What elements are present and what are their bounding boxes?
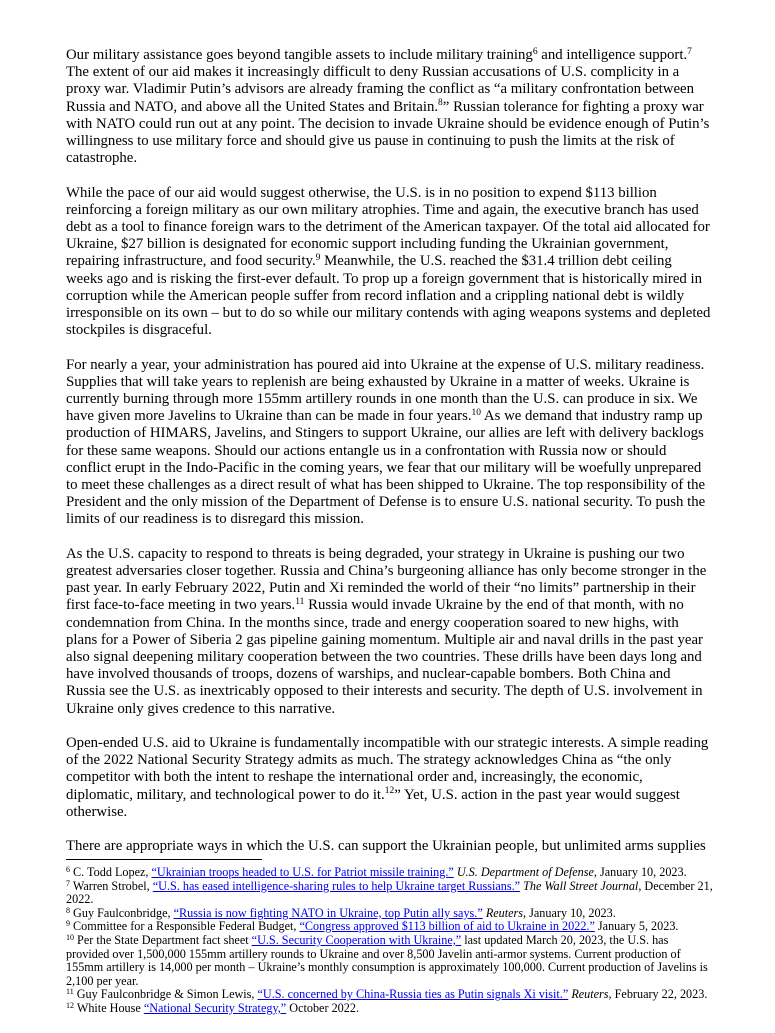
letter-body	[66, 47, 712, 855]
text-run: January 5, 2023.	[594, 919, 679, 934]
footnote-link[interactable]: “Russia is now fighting NATO in Ukraine, top Putin ally says.”	[173, 905, 483, 920]
text-run: As we demand that industry ramp up production of HIMARS, Javelins, and Stingers to support Ukraine, our allies are left with delivery backlogs for these same weapons. Should our actions entangle us in a confrontation with Russia now or should conflict erupt in the Indo-Pacific in the coming years, we fear that our military will be woefully unprepared to meet these challenges as a direct result of what has been shipped to Ukraine. The top responsibility of the President and the only mission of the Department of Defense is to ensure U.S. national security. To push the limits of our readiness is to disregard this mission.	[66, 408, 706, 528]
text-run: Committee for a Responsible Federal Budget,	[70, 919, 300, 934]
text-run: The extent of our aid makes it increasingly difficult to deny Russian accusations of U.S. complicity in a proxy war. Vladimir Putin’s advisors are already framing the conflict as “a military confrontation between Russia and NATO, and above all the United States and Britain.	[66, 64, 694, 115]
footnote-marker: 9	[66, 919, 70, 929]
text-run: Our military assistance goes beyond tangible assets to include military training	[66, 47, 533, 63]
publication-title: U.S. Department of Defense	[456, 865, 594, 879]
body-paragraph	[66, 185, 712, 340]
footnote-marker: 11	[66, 987, 74, 997]
footnote-ref: 11	[295, 596, 305, 607]
footnote-item	[66, 1002, 714, 1016]
footnote-item	[66, 866, 714, 880]
text-run: , January 10, 2023.	[593, 865, 687, 879]
footnote-ref: 10	[471, 407, 482, 418]
footnote-item	[66, 920, 714, 934]
footnote-ref: 7	[687, 46, 692, 57]
text-run: , January 10, 2023.	[523, 905, 616, 920]
footnote-link[interactable]: “Congress approved $113 billion of aid to Ukraine in 2022.”	[299, 919, 595, 934]
text-run: C. Todd Lopez,	[70, 865, 152, 879]
text-run: Meanwhile, the U.S. reached the $31.4 trillion debt ceiling weeks ago and is risking the first-ever default. To prop up a foreign government that is historically mired in corruption while the American people suffer from record inflation and a crippling national debt is wildly irresponsible on its own – but to do so while our military contends with aging weapons systems and depleted stockpiles is disgraceful.	[66, 253, 711, 339]
body-paragraph	[66, 546, 712, 718]
text-run: White House	[74, 1000, 144, 1015]
body-paragraph	[66, 735, 712, 821]
footnotes-section	[66, 866, 714, 1016]
text-run: Russia would invade Ukraine by the end of that month, with no condemnation from China. In the months since, trade and energy cooperation soared to new highs, with plans for a Power of Siberia 2 gas pipeline gaining momentum. Multiple air and naval drills in the past year also signal deepening military cooperation between the two countries. These drills have been days long and have involved thousands of troops, dozens of warships, and nuclear-capable bombers. Both China and Russia see the U.S. as inextricably opposed to their interests and security. The depth of U.S. involvement in Ukraine only gives credence to this narrative.	[66, 597, 703, 717]
footnote-area	[66, 859, 714, 1016]
text-run: last updated March 20, 2023, the U.S. has provided over 1,500,000 155mm artillery rounds to Ukraine and over 8,500 Javelin anti-armor systems. Current production of 155mm artillery is 14,000 per month – Ukraine’s monthly consumption is approximately 100,000. Current production of Javelins is 2,100 per year.	[66, 932, 708, 988]
footnote-marker: 7	[66, 878, 70, 888]
text-run: There are appropriate ways in which the U.S. can support the Ukrainian people, but unlimited arms supplies	[66, 838, 706, 855]
text-run: Open-ended U.S. aid to Ukraine is fundamentally incompatible with our strategic interests. A simple reading of the 2022 National Security Strategy admits as much. The strategy acknowledges China as “the only competitor with both the intent to reshape the international order and, increasingly, the economic, diplomatic, military, and technological power to do it.	[66, 735, 709, 803]
footnote-marker: 10	[66, 932, 74, 942]
footnote-marker: 8	[66, 905, 70, 915]
publication-title: Reuters	[485, 905, 524, 920]
body-paragraph	[66, 357, 712, 529]
footnote-link[interactable]: “U.S. Security Cooperation with Ukraine,”	[251, 932, 462, 947]
text-run: Guy Faulconbridge & Simon Lewis,	[73, 987, 258, 1002]
footnote-link[interactable]: “U.S. concerned by China-Russia ties as Putin signals Xi visit.”	[257, 987, 569, 1002]
text-run: While the pace of our aid would suggest otherwise, the U.S. is in no position to expend $113 billion reinforcing a foreign military as our own military atrophies. Time and again, the executive branch has used debt as a tool to finance foreign wars to the detriment of the American taxpayer. Of the total aid allocated for Ukraine, $27 billion is designated for economic support including funding the Ukrainian government, repairing infrastructure, and food security.	[66, 184, 710, 270]
footnote-marker: 12	[66, 1000, 74, 1010]
text-run: Per the State Department fact sheet	[74, 932, 252, 947]
footnote-ref: 12	[384, 786, 395, 797]
text-run: and intelligence support.	[537, 47, 688, 63]
text-run: Warren Strobel,	[70, 878, 153, 893]
text-run: For nearly a year, your administration has poured aid into Ukraine at the expense of U.S. military readiness. Supplies that will take years to replenish are being exhausted by Ukraine in a matter of weeks. Ukraine is currently burning through more 155mm artillery rounds in one month than the U.S. can produce in six. We have given more Javelins to Ukraine than can be made in four years.	[66, 356, 705, 425]
publication-title: The Wall Street Journal	[523, 878, 639, 893]
footnote-ref: 8	[438, 98, 443, 109]
footnote-link[interactable]: “U.S. has eased intelligence-sharing rules to help Ukraine target Russians.”	[152, 878, 521, 893]
text-run: As the U.S. capacity to respond to threats is being degraded, your strategy in Ukraine is pushing our two greatest adversaries closer together. Russia and China’s burgeoning alliance has only become stronger in the past year. In early February 2022, Putin and Xi reminded the world of their “no limits” partnership in their first face-to-face meeting in two years.	[66, 545, 707, 614]
footnote-item	[66, 934, 714, 988]
body-paragraph	[66, 838, 712, 855]
footnote-link[interactable]: “National Security Strategy,”	[143, 1000, 287, 1015]
publication-title: Reuters	[571, 987, 609, 1002]
footnote-link[interactable]: “Ukrainian troops headed to U.S. for Patriot missile training.”	[151, 865, 454, 879]
text-run: , February 22, 2023.	[608, 987, 708, 1002]
text-run: ” Yet, U.S. action in the past year would suggest otherwise.	[66, 786, 680, 820]
body-paragraph	[66, 47, 712, 167]
text-run: October 2022.	[286, 1000, 359, 1015]
footnote-item	[66, 907, 714, 921]
footnote-ref: 9	[315, 252, 321, 263]
footnote-marker: 6	[66, 865, 70, 874]
text-run: ” Russian tolerance for fighting a proxy war with NATO could run out at any point. The decision to invade Ukraine should be evidence enough of Putin’s willingness to use military force and should give us pause in continuing to push the limits at the risk of catastrophe.	[66, 98, 710, 167]
text-run: , December 21, 2022.	[66, 878, 713, 907]
text-run: Guy Faulconbridge,	[70, 905, 174, 920]
footnote-ref: 6	[532, 46, 538, 57]
footnote-item	[66, 880, 714, 907]
footnote-item	[66, 988, 714, 1002]
footnote-separator	[66, 859, 262, 860]
